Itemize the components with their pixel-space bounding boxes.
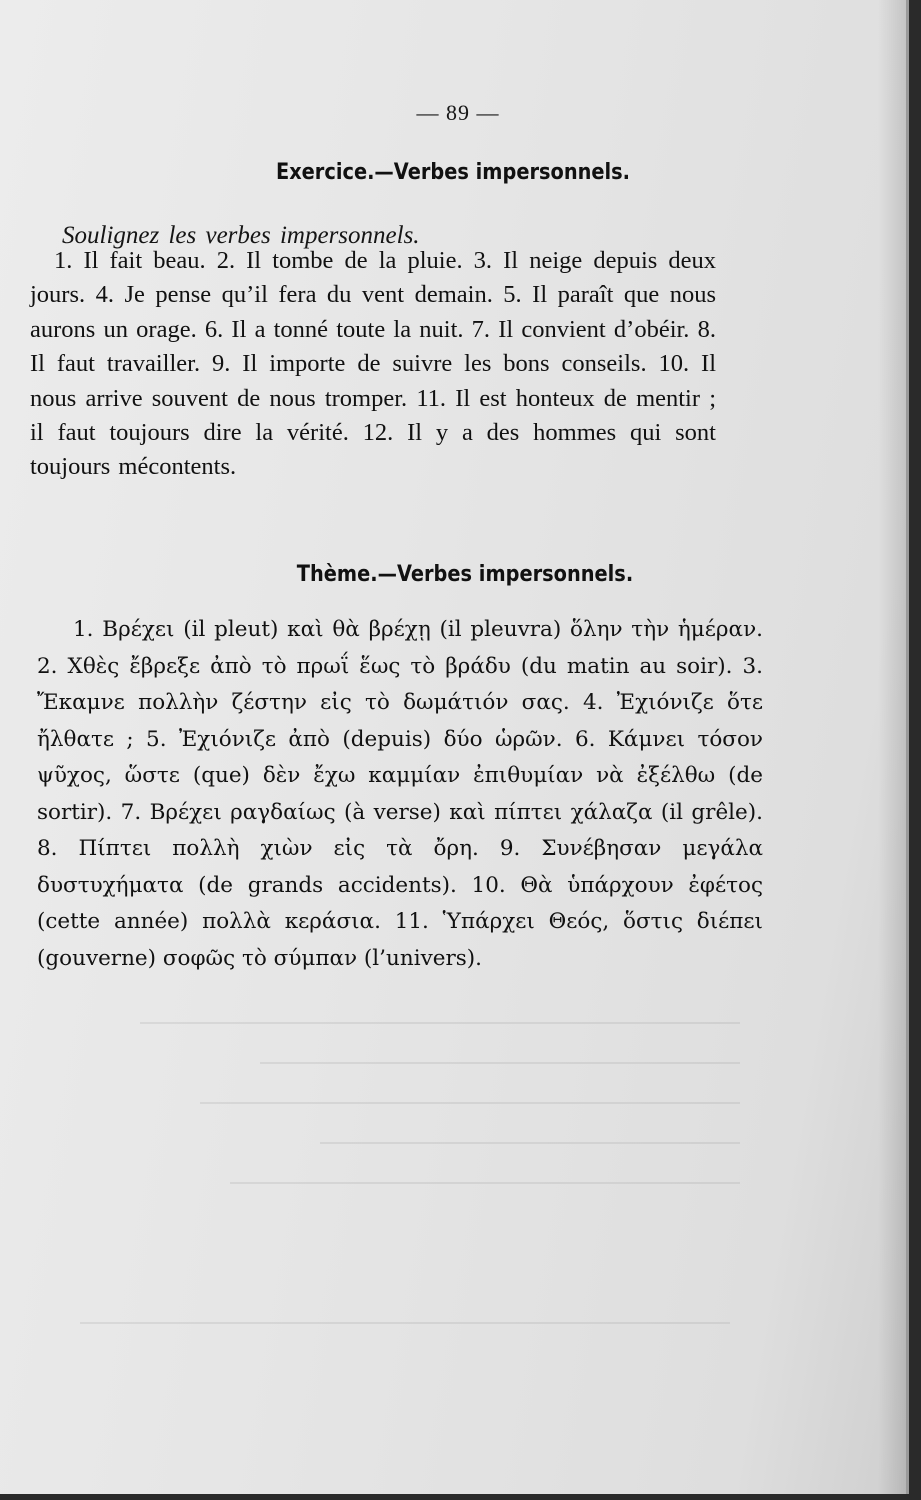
page-edge-shadow [878, 0, 906, 1494]
exercise-heading: Exercice.—Verbes impersonnels. [275, 160, 631, 185]
theme-text: 1. Βρέχει (il pleut) καὶ θὰ βρέχῃ (il pleuvra) ὅλην τὴν ἡμέραν. 2. Χθὲς ἔβρεξε ἀπὸ τὸ πρωΐ ἕως τὸ βράδυ (du matin au soir). 3. Ἔκαμνε πολλὴν ζέστην εἰς τὸ δωμάτιόν σας. 4. Ἐχιόνιζε ὅτε ἤλθατε ; 5. Ἐχιόνιζε ἀπὸ (depuis) δύο ὡρῶν. 6. Κάμνει τόσον ψῦχος, ὥστε (que) δὲν ἔχω καμμίαν ἐπιθυμίαν νὰ ἐξέλθω (de sortir). 7. Βρέχει ραγδαίως (à verse) καὶ πίπτει χάλαζα (il grêle). 8. Πίπτει πολλὴ χιὼν εἰς τὰ ὄρη. 9. Συνέβησαν μεγάλα δυστυχήματα (de grands accidents). 10. Θὰ ὑπάρχουν ἐφέτος (cette année) πολλὰ κεράσια. 11. Ὑπάρχει Θεός, ὅστις διέπει (gouverne) σοφῶς τὸ σύμπαν (l’univers). [37, 617, 763, 971]
theme-heading: Thème.—Verbes impersonnels. [296, 562, 634, 587]
exercise-instruction: Soulignez les verbes impersonnels. [62, 222, 420, 249]
bleed-through-lines [80, 1300, 730, 1360]
exercise-text: 1. Il fait beau. 2. Il tombe de la pluie. 3. Il neige depuis deux jours. 4. Je pense qu’il fera du vent demain. 5. Il paraît que nous aurons un orage. 6. Il a tonné toute la nuit. 7. Il convient d’obéir. 8. Il faut travailler. 9. Il importe de suivre les bons conseils. 10. Il nous arrive souvent de nous tromper. 11. Il est honteux de mentir ; il faut toujours dire la vérité. 12. Il y a des hommes qui sont toujours mécontents. [30, 247, 716, 481]
bleed-through-lines [140, 1000, 740, 1240]
page-number: — 89 — [416, 100, 500, 125]
